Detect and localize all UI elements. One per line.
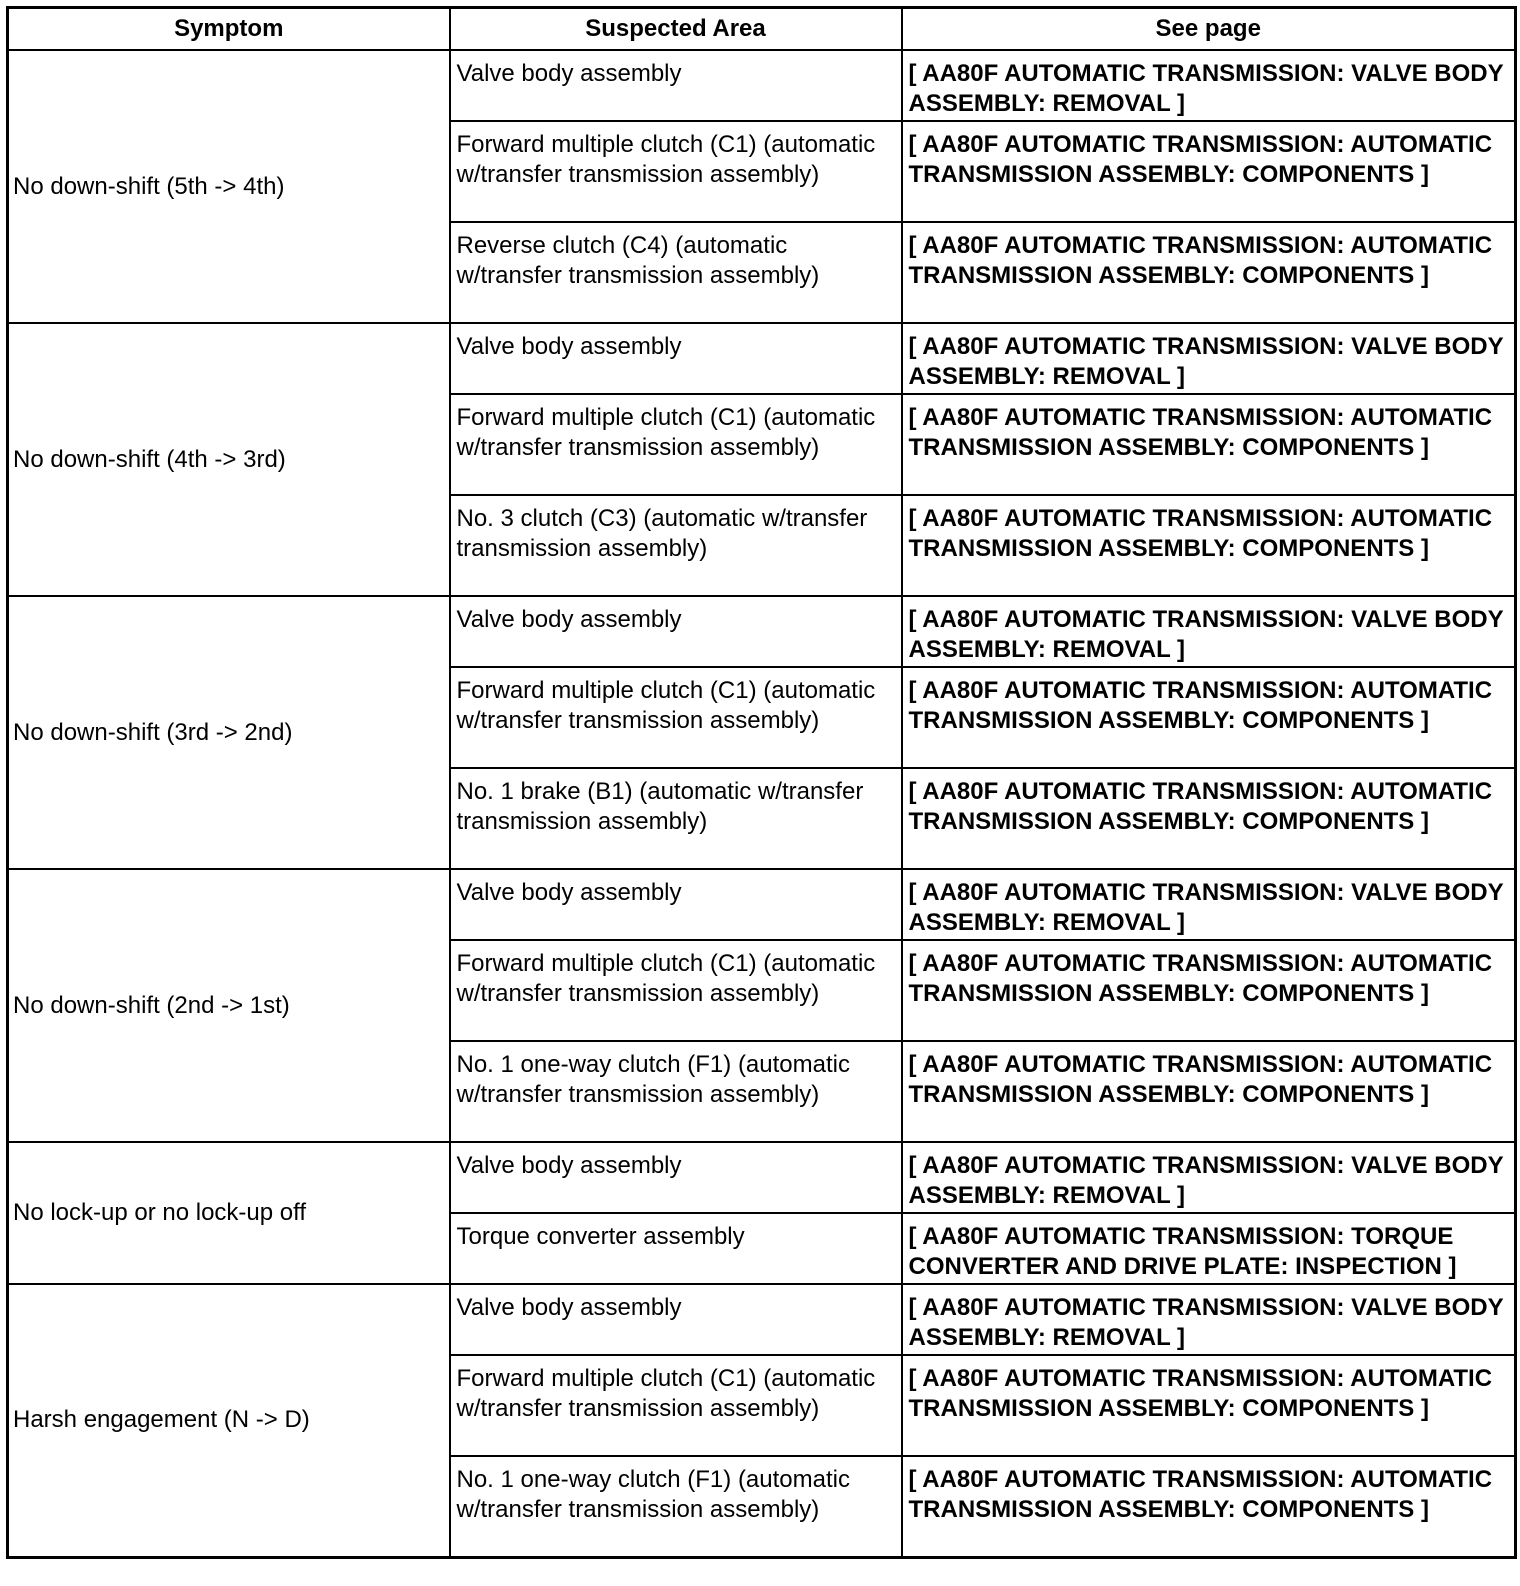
symptom-cell: No lock-up or no lock-up off <box>8 1142 450 1284</box>
suspected-area-cell: Forward multiple clutch (C1) (automatic w/transfer transmission assembly) <box>450 1355 902 1456</box>
suspected-area-cell: Valve body assembly <box>450 323 902 394</box>
table-row <box>8 596 1516 667</box>
see-page-reference[interactable]: [ AA80F AUTOMATIC TRANSMISSION: AUTOMATIC TRANSMISSION ASSEMBLY: COMPONENTS ] <box>902 222 1516 323</box>
suspected-area-cell: No. 1 brake (B1) (automatic w/transfer transmission assembly) <box>450 768 902 869</box>
see-page-reference[interactable]: [ AA80F AUTOMATIC TRANSMISSION: TORQUE CONVERTER AND DRIVE PLATE: INSPECTION ] <box>902 1213 1516 1284</box>
suspected-area-cell: Reverse clutch (C4) (automatic w/transfer transmission assembly) <box>450 222 902 323</box>
suspected-area-cell: No. 3 clutch (C3) (automatic w/transfer transmission assembly) <box>450 495 902 596</box>
table-row <box>8 1284 1516 1355</box>
symptom-table <box>6 6 1517 1559</box>
suspected-area-cell: Valve body assembly <box>450 869 902 940</box>
header-see-page: See page <box>902 8 1516 51</box>
see-page-reference[interactable]: [ AA80F AUTOMATIC TRANSMISSION: VALVE BODY ASSEMBLY: REMOVAL ] <box>902 869 1516 940</box>
see-page-reference[interactable]: [ AA80F AUTOMATIC TRANSMISSION: VALVE BODY ASSEMBLY: REMOVAL ] <box>902 323 1516 394</box>
table-row <box>8 323 1516 394</box>
table-row <box>8 50 1516 121</box>
see-page-reference[interactable]: [ AA80F AUTOMATIC TRANSMISSION: AUTOMATIC TRANSMISSION ASSEMBLY: COMPONENTS ] <box>902 121 1516 222</box>
see-page-reference[interactable]: [ AA80F AUTOMATIC TRANSMISSION: AUTOMATIC TRANSMISSION ASSEMBLY: COMPONENTS ] <box>902 940 1516 1041</box>
suspected-area-cell: Valve body assembly <box>450 50 902 121</box>
symptom-cell: No down-shift (4th -> 3rd) <box>8 323 450 596</box>
see-page-reference[interactable]: [ AA80F AUTOMATIC TRANSMISSION: AUTOMATIC TRANSMISSION ASSEMBLY: COMPONENTS ] <box>902 1456 1516 1557</box>
see-page-reference[interactable]: [ AA80F AUTOMATIC TRANSMISSION: VALVE BODY ASSEMBLY: REMOVAL ] <box>902 1142 1516 1213</box>
header-symptom: Symptom <box>8 8 450 51</box>
suspected-area-cell: No. 1 one-way clutch (F1) (automatic w/transfer transmission assembly) <box>450 1041 902 1142</box>
table-body <box>8 50 1516 1557</box>
table-row <box>8 869 1516 940</box>
suspected-area-cell: Valve body assembly <box>450 596 902 667</box>
see-page-reference[interactable]: [ AA80F AUTOMATIC TRANSMISSION: AUTOMATIC TRANSMISSION ASSEMBLY: COMPONENTS ] <box>902 768 1516 869</box>
suspected-area-cell: No. 1 one-way clutch (F1) (automatic w/transfer transmission assembly) <box>450 1456 902 1557</box>
see-page-reference[interactable]: [ AA80F AUTOMATIC TRANSMISSION: AUTOMATIC TRANSMISSION ASSEMBLY: COMPONENTS ] <box>902 495 1516 596</box>
suspected-area-cell: Torque converter assembly <box>450 1213 902 1284</box>
header-suspected-area: Suspected Area <box>450 8 902 51</box>
see-page-reference[interactable]: [ AA80F AUTOMATIC TRANSMISSION: VALVE BODY ASSEMBLY: REMOVAL ] <box>902 596 1516 667</box>
see-page-reference[interactable]: [ AA80F AUTOMATIC TRANSMISSION: AUTOMATIC TRANSMISSION ASSEMBLY: COMPONENTS ] <box>902 1355 1516 1456</box>
suspected-area-cell: Valve body assembly <box>450 1284 902 1355</box>
symptom-cell: No down-shift (5th -> 4th) <box>8 50 450 323</box>
suspected-area-cell: Forward multiple clutch (C1) (automatic w/transfer transmission assembly) <box>450 394 902 495</box>
symptom-cell: Harsh engagement (N -> D) <box>8 1284 450 1557</box>
see-page-reference[interactable]: [ AA80F AUTOMATIC TRANSMISSION: VALVE BODY ASSEMBLY: REMOVAL ] <box>902 1284 1516 1355</box>
header-row <box>8 8 1516 51</box>
suspected-area-cell: Valve body assembly <box>450 1142 902 1213</box>
table-row <box>8 1142 1516 1213</box>
symptom-cell: No down-shift (2nd -> 1st) <box>8 869 450 1142</box>
suspected-area-cell: Forward multiple clutch (C1) (automatic w/transfer transmission assembly) <box>450 940 902 1041</box>
suspected-area-cell: Forward multiple clutch (C1) (automatic w/transfer transmission assembly) <box>450 121 902 222</box>
see-page-reference[interactable]: [ AA80F AUTOMATIC TRANSMISSION: AUTOMATIC TRANSMISSION ASSEMBLY: COMPONENTS ] <box>902 1041 1516 1142</box>
see-page-reference[interactable]: [ AA80F AUTOMATIC TRANSMISSION: AUTOMATIC TRANSMISSION ASSEMBLY: COMPONENTS ] <box>902 394 1516 495</box>
symptom-cell: No down-shift (3rd -> 2nd) <box>8 596 450 869</box>
suspected-area-cell: Forward multiple clutch (C1) (automatic w/transfer transmission assembly) <box>450 667 902 768</box>
see-page-reference[interactable]: [ AA80F AUTOMATIC TRANSMISSION: VALVE BODY ASSEMBLY: REMOVAL ] <box>902 50 1516 121</box>
see-page-reference[interactable]: [ AA80F AUTOMATIC TRANSMISSION: AUTOMATIC TRANSMISSION ASSEMBLY: COMPONENTS ] <box>902 667 1516 768</box>
